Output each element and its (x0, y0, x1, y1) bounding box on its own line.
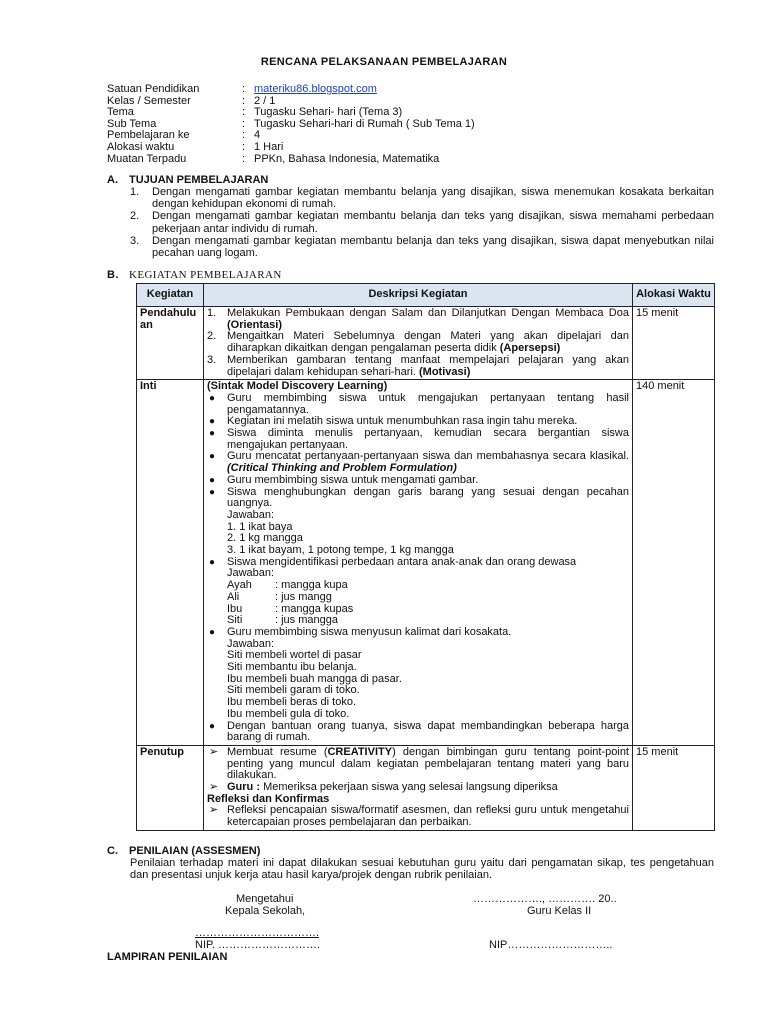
activity-time: 15 menit (633, 307, 715, 380)
page-title: RENCANA PELAKSANAAN PEMBELAJARAN (260, 56, 508, 68)
sign-right-nip: NIP……………………….. (489, 939, 613, 951)
identity-value: Tugasku Sehari- hari (Tema 3) (254, 106, 403, 119)
identity-separator: : (242, 152, 246, 165)
bullet-icon: ● (209, 474, 216, 486)
assessment-text: Penilaian terhadap materi ini dapat dilakukan sesuai kebutuhan guru yaitu dari pengamatan sikap, tes pengetahuan dan presentasi unjuk kerja atau hasil karya/projek dengan rubrik penilaian. (130, 857, 714, 882)
bullet-icon: ● (209, 416, 216, 428)
header-alokasi: Alokasi Waktu (633, 284, 715, 307)
bullet-icon: ● (209, 556, 216, 568)
arrow-bullet-icon: ➢ (209, 804, 219, 817)
arrow-bullet-icon: ➢ (209, 781, 219, 794)
sign-left-nip: NIP. ………………………. (195, 939, 321, 951)
section-b-heading: B. KEGIATAN PEMBELAJARAN (107, 269, 282, 281)
identity-label: Tema (107, 106, 134, 119)
section-a-heading: A. TUJUAN PEMBELAJARAN (107, 174, 269, 186)
table-header-row (137, 284, 715, 307)
identity-label: Sub Tema (107, 117, 157, 130)
identity-separator: : (242, 129, 246, 142)
activity-description: 1. Melakukan Pembukaan dengan Salam dan Dilanjutkan Dengan Membaca Doa (Orientasi) 2. Mengaitkan Materi Sebelumnya dengan Materi yang akan dipelajari dan diharapkan dikaitkan dengan pengalaman peserta didik (Apersepsi) 3. Memberikan gambaran tentang manfaat mempelajari pelajaran yang akan dipelajari dalam kehidupan sehari-hari. (Motivasi) (204, 307, 633, 380)
identity-separator: : (242, 117, 246, 130)
objective-item: 3. Dengan mengamati gambar kegiatan membantu belanja dan teks yang disajikan, siswa dapat menyebutkan nilai pecahan uang logam. (130, 234, 714, 260)
arrow-bullet-icon: ➢ (209, 745, 219, 758)
appendix-heading: LAMPIRAN PENILAIAN (107, 951, 228, 963)
identity-value: PPKn, Bahasa Indonesia, Matematika (254, 152, 440, 165)
activity-label: Pendahuluan (137, 307, 204, 380)
identity-separator: : (242, 106, 246, 119)
bullet-icon: ● (209, 720, 216, 732)
section-c-heading: C. PENILAIAN (ASSESMEN) (107, 845, 261, 857)
identity-value: Tugasku Sehari-hari di Rumah ( Sub Tema 1) (254, 117, 475, 130)
bullet-icon: ● (209, 451, 216, 463)
bullet-icon: ● (209, 428, 216, 440)
bullet-icon: ● (209, 392, 216, 404)
identity-value: 2 / 1 (254, 94, 276, 107)
bullet-icon: ● (209, 486, 216, 498)
header-deskripsi: Deskripsi Kegiatan (204, 284, 633, 307)
sign-left-name: ……………………………. (195, 927, 320, 939)
objective-item: 2. Dengan mengamati gambar kegiatan membantu belanja dan teks yang disajikan, siswa memahami perbedaan pekerjaan antar individu di rumah. (130, 210, 714, 235)
identity-value (254, 83, 377, 95)
objective-item: 1. Dengan mengamati gambar kegiatan membantu belanja yang disajikan, siswa menemukan kosakata berkaitan dengan kehidupan ekonomi di rumah. (130, 186, 714, 211)
identity-value: 1 Hari (254, 140, 284, 153)
sign-right-line2: Guru Kelas II (527, 905, 592, 917)
activities-table (136, 283, 715, 831)
identity-separator: : (242, 140, 246, 153)
school-link[interactable]: materiku86.blogspot.com (254, 83, 377, 95)
sign-left-line1: Mengetahui (236, 893, 294, 905)
header-kegiatan: Kegiatan (137, 284, 204, 307)
activity-time: 140 menit (633, 380, 715, 746)
identity-label: Muatan Terpadu (107, 152, 187, 165)
activity-description: (Sintak Model Discovery Learning) ● Guru membimbing siswa untuk mengajukan pertanyaan tentang hasil pengamatannya. ● Kegiatan ini melatih siswa untuk menumbuhkan rasa ingin tahu mereka. ● Siswa diminta menulis pertanyaan, kemudian secara bergantian siswa mengajukan pertanyaan. ● Guru mencatat pertanyaan-pertanyaan siswa dan membahasnya secara klasikal. (Critical Thinking and Problem Formulation) ● Guru membimbing siswa untuk mengamati gambar. ● Siswa menghubungkan dengan garis barang yang sesuai dengan pecahan uangnya. Jawaban: 1. 1 ikat baya 2. 1 kg mangga 3. 1 ikat bayam, 1 potong tempe, 1 kg mangga ● Siswa mengidentifikasi perbedaan antara anak-anak dan orang dewasa Jawaban: Ayah : mangga kupa Ali : jus mangg Ibu : mangga kupas Siti : jus mangga ● Guru membimbing siswa menyusun kalimat dari kosakata. Jawaban: Siti membeli wortel di pasar Siti membantu ibu belanja. Ibu membeli buah mangga di pasar. Siti membeli garam di toko. Ibu membeli beras di toko. Ibu membeli gula di toko. ● Dengan bantuan orang tuanya, siswa dapat membandingkan beberapa harga barang di rumah. (204, 380, 633, 746)
identity-label: Satuan Pendidikan (107, 83, 200, 95)
activity-label: Inti (137, 380, 204, 746)
activity-label: Penutup (137, 745, 204, 830)
table-row-penutup (137, 745, 715, 830)
table-row-inti (137, 380, 715, 746)
activity-description: ➢ Membuat resume (CREATIVITY) dengan bimbingan guru tentang point-point penting yang muncul dalam kegiatan pembelajaran tentang materi yang baru dilakukan. ➢ Guru : Memeriksa pekerjaan siswa yang selesai langsung diperiksa Refleksi dan Konfirmas ➢ Refleksi pencapaian siswa/formatif asesmen, dan refleksi guru untuk mengetahui ketercapaian proses pembelajaran dan perbaikan. (204, 745, 633, 830)
identity-separator: : (242, 83, 246, 95)
identity-value: 4 (254, 129, 261, 142)
identity-separator: : (242, 94, 246, 107)
activity-time: 15 menit (633, 745, 715, 830)
sign-left-line2: Kepala Sekolah, (225, 905, 306, 917)
bullet-icon: ● (209, 626, 216, 638)
identity-label: Kelas / Semester (107, 94, 191, 107)
table-row-pendahuluan (137, 307, 715, 380)
objectives-list (130, 186, 714, 259)
identity-label: Alokasi waktu (107, 140, 175, 153)
identity-label: Pembelajaran ke (107, 129, 190, 142)
sign-right-date: ………………., …………. 20.. (473, 893, 617, 905)
